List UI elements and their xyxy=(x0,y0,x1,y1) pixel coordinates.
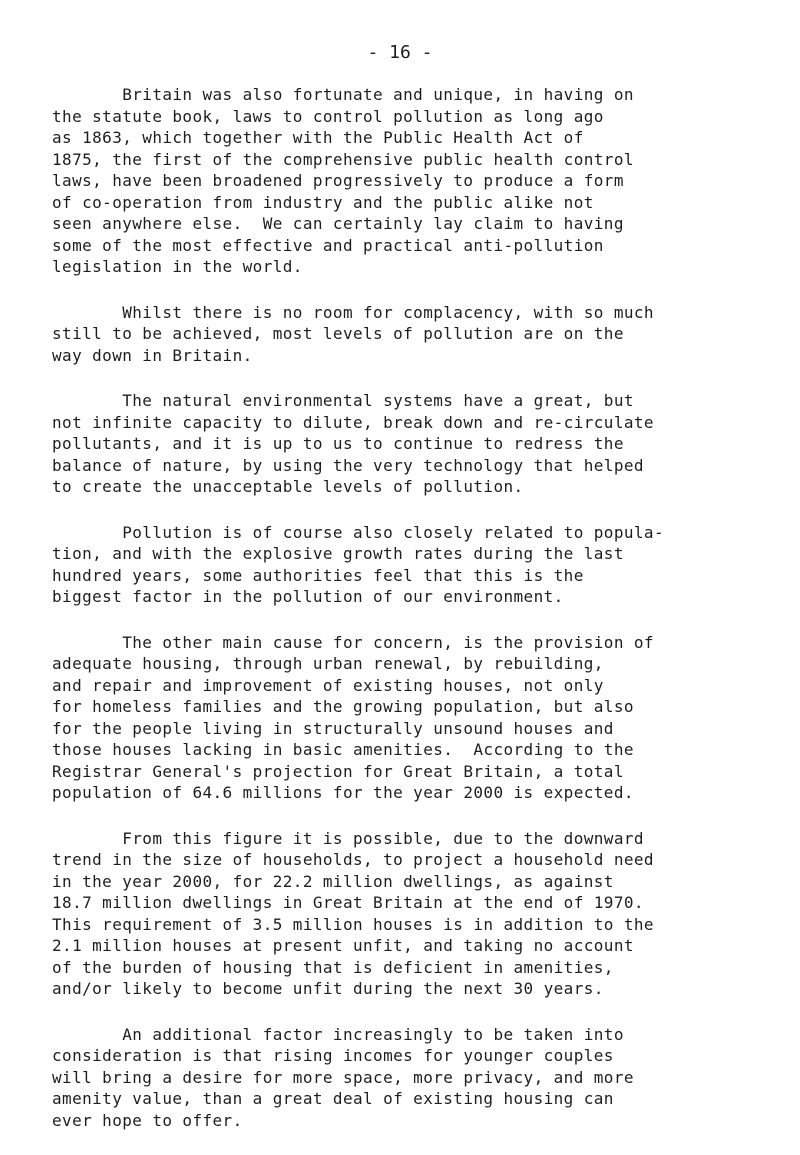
text-line: seen anywhere else. We can certainly lay claim to having xyxy=(52,214,624,233)
text-line: to create the unacceptable levels of pollution. xyxy=(52,477,524,496)
paragraph-projection xyxy=(52,828,772,1000)
text-line: of co-operation from industry and the public alike not xyxy=(52,192,594,212)
text-line: balance of nature, by using the very technology that helped xyxy=(52,455,644,475)
text-line: 1875, the first of the comprehensive public health control xyxy=(52,149,634,169)
text-line: as 1863, which together with the Public Health Act of xyxy=(52,128,584,147)
text-line: 18.7 million dwellings in Great Britain at the end of 1970. xyxy=(52,893,644,912)
text-line: hundred years, some authorities feel that this is the xyxy=(52,565,584,585)
text-line: The other main cause for concern, is the provision of xyxy=(52,632,654,652)
text-line: not infinite capacity to dilute, break down and re-circulate xyxy=(52,412,654,432)
text-line: Registrar General's projection for Great Britain, a total xyxy=(52,761,624,781)
text-line: This requirement of 3.5 million houses is in addition to the xyxy=(52,914,654,934)
text-line: Whilst there is no room for complacency, with so much xyxy=(52,302,654,322)
paragraph-incomes xyxy=(52,1024,772,1132)
text-line: laws, have been broadened progressively to produce a form xyxy=(52,171,624,190)
text-line: An additional factor increasingly to be taken into xyxy=(52,1024,624,1044)
text-line: population of 64.6 millions for the year 2000 is expected. xyxy=(52,783,634,802)
text-line: biggest factor in the pollution of our environment. xyxy=(52,587,564,606)
paragraph-housing xyxy=(52,632,772,804)
text-line: will bring a desire for more space, more privacy, and more xyxy=(52,1067,634,1087)
text-line: for the people living in structurally unsound houses and xyxy=(52,718,614,738)
document-body xyxy=(52,84,772,1155)
text-line: consideration is that rising incomes for younger couples xyxy=(52,1046,614,1065)
text-line: From this figure it is possible, due to the downward xyxy=(52,828,644,848)
text-line: still to be achieved, most levels of pollution are on the xyxy=(52,324,624,343)
text-line: some of the most effective and practical anti-pollution xyxy=(52,235,604,255)
text-line: in the year 2000, for 22.2 million dwellings, as against xyxy=(52,871,614,891)
paragraph-population xyxy=(52,522,772,608)
text-line: for homeless families and the growing population, but also xyxy=(52,697,634,716)
text-line: Britain was also fortunate and unique, in having on xyxy=(52,85,634,104)
text-line: The natural environmental systems have a great, but xyxy=(52,391,634,410)
text-line: the statute book, laws to control pollution as long ago xyxy=(52,106,604,126)
text-line: of the burden of housing that is deficient in amenities, xyxy=(52,957,614,977)
text-line: trend in the size of households, to project a household need xyxy=(52,850,654,869)
text-line: and repair and improvement of existing houses, not only xyxy=(52,675,604,695)
text-line: legislation in the world. xyxy=(52,257,303,276)
text-line: tion, and with the explosive growth rates during the last xyxy=(52,544,624,563)
text-line: pollutants, and it is up to us to continue to redress the xyxy=(52,434,624,453)
text-line: Pollution is of course also closely related to popula- xyxy=(52,522,665,542)
text-line: 2.1 million houses at present unfit, and taking no account xyxy=(52,936,634,955)
text-line: amenity value, than a great deal of existing housing can xyxy=(52,1089,614,1108)
paragraph-natural-systems xyxy=(52,390,772,498)
text-line: way down in Britain. xyxy=(52,345,253,365)
text-line: ever hope to offer. xyxy=(52,1110,243,1130)
text-line: adequate housing, through urban renewal, by rebuilding, xyxy=(52,654,604,673)
text-line: those houses lacking in basic amenities. According to the xyxy=(52,740,634,759)
page-number: - 16 - xyxy=(367,42,433,63)
paragraph-legislation xyxy=(52,84,772,278)
text-line: and/or likely to become unfit during the next 30 years. xyxy=(52,979,604,998)
paragraph-complacency xyxy=(52,302,772,367)
